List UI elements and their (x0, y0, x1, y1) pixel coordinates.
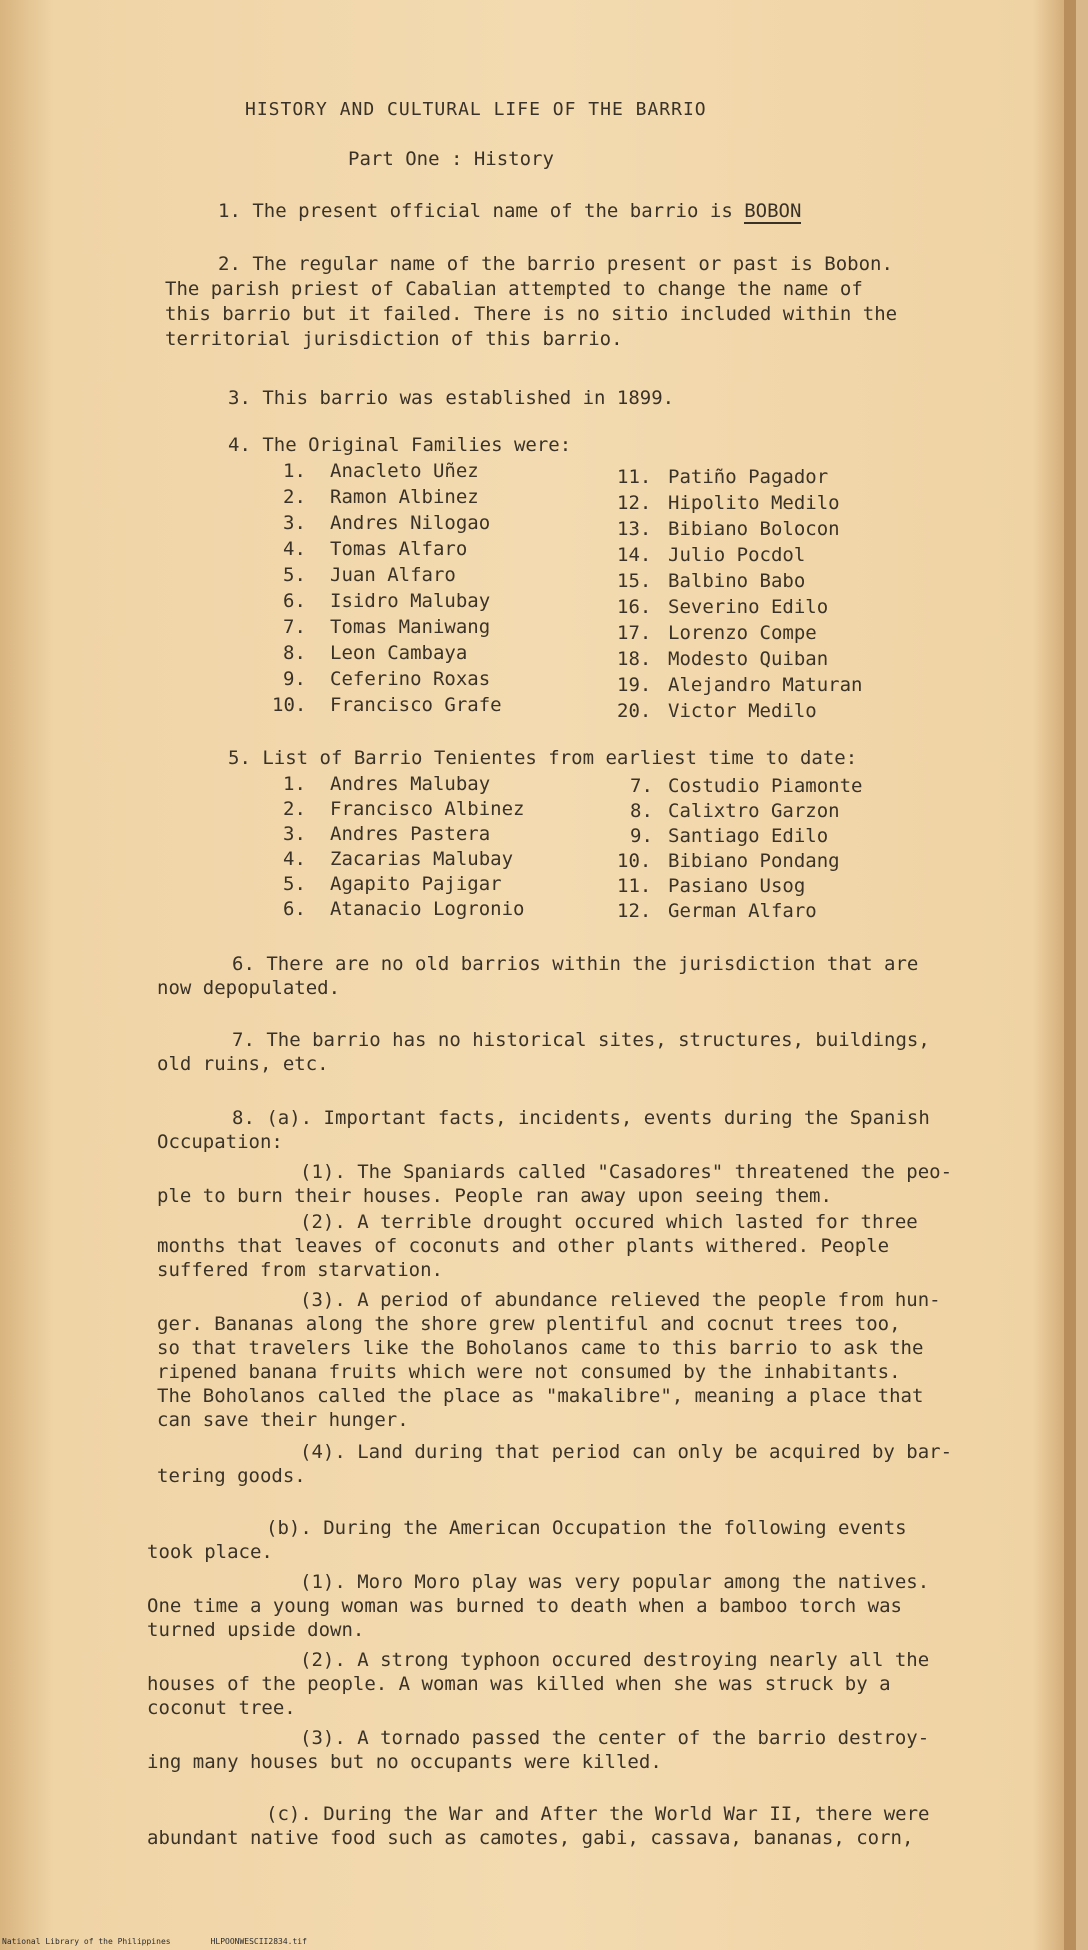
item-7-line-1: 7. The barrio has no historical sites, structures, buildings, (232, 1029, 930, 1051)
family-num: 3. (283, 512, 306, 534)
family-name: Alejandro Maturan (668, 674, 863, 696)
page-edge (1064, 0, 1076, 1950)
item-8a-line: so that travelers like the Boholanos came to this barrio to ask the (157, 1337, 924, 1359)
family-name: Tomas Alfaro (330, 538, 468, 560)
item-1-text: 1. The present official name of the barrio is (218, 200, 745, 222)
teniente-name: Zacarias Malubay (330, 848, 514, 870)
family-num: 1. (283, 460, 306, 482)
family-num: 14. (617, 544, 652, 566)
item-5-heading: 5. List of Barrio Tenientes from earliest time to date: (228, 747, 858, 769)
item-2-line-1: 2. The regular name of the barrio present or past is Bobon. (218, 253, 893, 275)
family-name: Bibiano Bolocon (668, 518, 840, 540)
item-2-line-3: this barrio but it failed. There is no sitio included within the (165, 303, 898, 325)
item-8a-line: Occupation: (157, 1131, 283, 1153)
family-name: Lorenzo Compe (668, 622, 817, 644)
file-label: HLPOONWESCII2834.tif (210, 1937, 307, 1946)
item-8a-line: ger. Bananas along the shore grew plentiful and cocnut trees too, (157, 1313, 901, 1335)
family-name: Victor Medilo (668, 700, 817, 722)
family-name: Anacleto Uñez (330, 460, 479, 482)
item-8a-line: 8. (a). Important facts, incidents, events during the Spanish (232, 1107, 930, 1129)
item-8a-line: can save their hunger. (157, 1409, 409, 1431)
family-name: Julio Pocdol (668, 544, 806, 566)
teniente-num: 4. (283, 848, 306, 870)
family-num: 5. (283, 564, 306, 586)
teniente-num: 10. (617, 850, 652, 872)
teniente-name: Francisco Albinez (330, 798, 525, 820)
item-1 (218, 199, 801, 223)
item-8c-line: abundant native food such as camotes, gabi, cassava, bananas, corn, (147, 1827, 914, 1849)
item-8a-line: months that leaves of coconuts and other plants withered. People (157, 1235, 890, 1257)
family-name: Francisco Grafe (330, 694, 502, 716)
family-name: Andres Nilogao (330, 512, 491, 534)
family-num: 16. (617, 596, 652, 618)
teniente-name: Andres Malubay (330, 773, 491, 795)
teniente-num: 12. (617, 900, 652, 922)
family-num: 4. (283, 538, 306, 560)
teniente-num: 5. (283, 873, 306, 895)
item-3: 3. This barrio was established in 1899. (228, 387, 675, 409)
teniente-num: 3. (283, 823, 306, 845)
teniente-name: Bibiano Pondang (668, 850, 840, 872)
item-8b-line: One time a young woman was burned to death when a bamboo torch was (147, 1595, 902, 1617)
item-8b-line: took place. (147, 1541, 273, 1563)
item-8a-line: tering goods. (157, 1465, 306, 1487)
item-8a-line: (2). A terrible drought occured which lasted for three (300, 1211, 918, 1233)
family-num: 9. (283, 668, 306, 690)
scan-footer (2, 1937, 347, 1946)
family-num: 17. (617, 622, 652, 644)
teniente-name: Calixtro Garzon (668, 800, 840, 822)
item-8a-line: (1). The Spaniards called "Casadores" threatened the peo- (300, 1161, 953, 1183)
item-8b-line: coconut tree. (147, 1697, 296, 1719)
teniente-num: 1. (283, 773, 306, 795)
family-num: 15. (617, 570, 652, 592)
family-num: 13. (617, 518, 652, 540)
family-num: 6. (283, 590, 306, 612)
item-8a-line: (3). A period of abundance relieved the people from hun- (300, 1289, 941, 1311)
item-8b-line: (2). A strong typhoon occured destroying nearly all the (300, 1649, 930, 1671)
family-name: Ceferino Roxas (330, 668, 491, 690)
family-num: 11. (617, 466, 652, 488)
family-num: 12. (617, 492, 652, 514)
family-num: 2. (283, 486, 306, 508)
item-6-line-2: now depopulated. (157, 977, 341, 999)
item-8b-line: ing many houses but no occupants were killed. (147, 1751, 662, 1773)
part-heading: Part One : History (348, 148, 554, 170)
teniente-num: 2. (283, 798, 306, 820)
teniente-name: Pasiano Usog (668, 875, 806, 897)
item-4-heading: 4. The Original Families were: (228, 434, 572, 456)
library-label: National Library of the Philippines (2, 1937, 171, 1946)
item-2-line-2: The parish priest of Cabalian attempted to change the name of (165, 278, 863, 300)
family-name: Severino Edilo (668, 596, 829, 618)
document-title: HISTORY AND CULTURAL LIFE OF THE BARRIO (245, 99, 707, 120)
teniente-name: Agapito Pajigar (330, 873, 502, 895)
item-8c-line: (c). During the War and After the World War II, there were (266, 1803, 930, 1825)
item-8b-line: turned upside down. (147, 1619, 365, 1641)
teniente-name: German Alfaro (668, 900, 817, 922)
family-num: 7. (283, 616, 306, 638)
family-num: 18. (617, 648, 652, 670)
teniente-name: Andres Pastera (330, 823, 491, 845)
family-num: 19. (617, 674, 652, 696)
family-name: Tomas Maniwang (330, 616, 491, 638)
item-6-line-1: 6. There are no old barrios within the jurisdiction that are (232, 953, 919, 975)
item-2-line-4: territorial jurisdiction of this barrio. (165, 328, 623, 350)
family-num: 10. (272, 694, 307, 716)
item-7-line-2: old ruins, etc. (157, 1053, 329, 1075)
teniente-name: Atanacio Logronio (330, 898, 525, 920)
family-name: Patiño Pagador (668, 466, 829, 488)
item-8b-line: (3). A tornado passed the center of the barrio destroy- (300, 1727, 930, 1749)
item-8b-line: houses of the people. A woman was killed when she was struck by a (147, 1673, 891, 1695)
item-8a-line: The Boholanos called the place as "makalibre", meaning a place that (157, 1385, 924, 1407)
teniente-num: 6. (283, 898, 306, 920)
family-name: Hipolito Medilo (668, 492, 840, 514)
teniente-name: Santiago Edilo (668, 825, 829, 847)
item-8b-line: (1). Moro Moro play was very popular among the natives. (300, 1571, 930, 1593)
teniente-num: 7. (630, 775, 653, 797)
item-8a-line: suffered from starvation. (157, 1259, 443, 1281)
family-name: Isidro Malubay (330, 590, 491, 612)
family-num: 8. (283, 642, 306, 664)
teniente-num: 9. (630, 825, 653, 847)
family-name: Ramon Albinez (330, 486, 479, 508)
teniente-num: 11. (617, 875, 652, 897)
family-name: Balbino Babo (668, 570, 806, 592)
item-8a-line: ripened banana fruits which were not consumed by the inhabitants. (157, 1361, 901, 1383)
family-name: Juan Alfaro (330, 564, 456, 586)
item-8b-line: (b). During the American Occupation the following events (266, 1517, 907, 1539)
barrio-name: BOBON (744, 200, 802, 222)
family-name: Leon Cambaya (330, 642, 468, 664)
teniente-name: Costudio Piamonte (668, 775, 863, 797)
item-8a-line: ple to burn their houses. People ran away upon seeing them. (157, 1185, 832, 1207)
family-num: 20. (617, 700, 652, 722)
family-name: Modesto Quiban (668, 648, 829, 670)
teniente-num: 8. (630, 800, 653, 822)
item-8a-line: (4). Land during that period can only be acquired by bar- (300, 1441, 953, 1463)
